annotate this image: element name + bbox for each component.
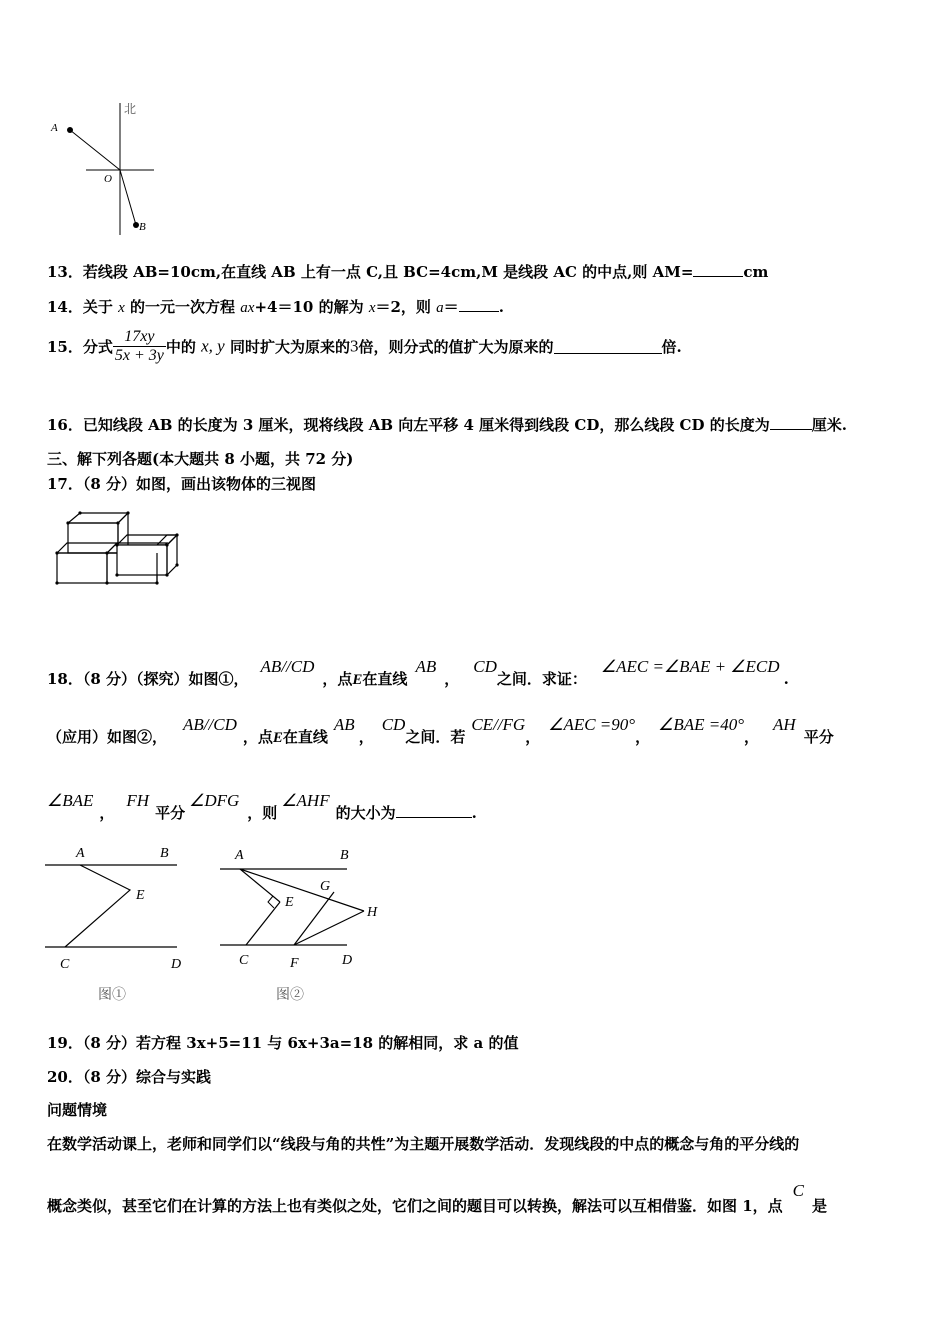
point-label: C [792,1181,805,1200]
question-18-line-2 [47,714,834,746]
section-title: 三、解下列各题(本大题共 8 小题，共 72 分) [47,450,354,468]
point-o-label: O [104,173,112,185]
label-c: C [239,953,249,968]
question-text: ，则 [247,804,278,822]
question-17 [47,473,316,494]
question-16 [47,414,847,435]
question-end: 厘米. [811,416,847,434]
point-label: E [272,730,283,746]
question-text: ， [525,728,541,746]
math-expression: AB//CD [260,657,315,676]
variable-x: x [247,300,255,316]
question-text: 在直线 [282,728,328,746]
unit-text: cm [743,263,769,281]
label-g: G [320,879,331,894]
question-text: （8 分）若方程 3x+5=11 与 6x+3a=18 的解相同，求 a 的值 [82,1034,519,1052]
math-expression: CD [381,715,406,734]
question-text: ， [358,728,374,746]
question-text: 中的 [165,338,196,356]
question-text: ， [99,804,115,822]
caption-1: 图① [98,988,126,1003]
figure-1 [40,840,200,1005]
factor: 3 [349,336,359,356]
math-expression: ∠BAE [47,791,94,810]
q20-heading: 问题情境 [47,1101,108,1119]
question-13 [47,261,768,282]
question-number: 16． [47,416,83,434]
question-number: 17． [47,475,83,493]
question-text: 在直线 [362,670,408,688]
q20-paragraph-2 [47,1180,828,1215]
question-text: 平分 [803,728,834,746]
math-expression: ∠AEC =90° [548,715,636,734]
question-15 [47,328,682,365]
label-e: E [285,895,294,910]
answer-blank [396,803,472,818]
north-label: 北 [124,102,137,116]
question-text: 的解为 [318,298,364,316]
math-expression: ∠AEC =∠BAE + ∠ECD [600,657,780,676]
variables: x, y [201,336,225,356]
fraction-denominator: 5x + 3y [114,347,164,364]
question-text: 若线段 AB=10cm,在直线 AB 上有一点 C,且 BC=4cm,M 是线段 AC 的中点,则 AM= [82,263,694,281]
variable-a: a [436,300,444,316]
question-text: 分式 [82,338,113,356]
question-text: 同时扩大为原来的 [229,338,350,356]
paragraph-text: 是 [812,1197,828,1215]
question-text: （8 分）（探究）如图①， [82,670,249,688]
variable-x: x [368,300,376,316]
math-expression: CE//FG [471,715,526,734]
fraction [113,328,166,365]
paragraph-text: 概念类似，甚至它们在计算的方法上也有类似之处，它们之间的题目可以转换，解法可以互相借鉴．如图 1，点 [47,1197,783,1215]
question-text: ＝2，则 [375,298,431,316]
point-a-label: A [51,122,58,134]
label-f: F [290,956,299,971]
label-b: B [340,848,349,863]
variable-a: a [240,300,248,316]
math-expression: AB [333,715,355,734]
question-text: 已知线段 AB 的长度为 3 厘米，现将线段 AB 向左平移 4 厘米得到线段 CD，那么线段 CD 的长度为 [82,416,770,434]
answer-blank [770,415,812,430]
question-text: . [783,670,789,688]
math-expression: ∠DFG [189,791,240,810]
equation-rest: +4＝10 [254,298,314,316]
question-text: 之间．求证： [496,670,587,688]
answer-blank [554,339,662,354]
question-18-line-3 [47,790,477,822]
label-a: A [235,848,244,863]
question-text: ， [444,670,460,688]
label-a: A [76,846,85,861]
question-number: 18． [47,670,83,688]
figure-2 [212,840,392,1005]
fraction-numerator: 17xy [124,328,155,345]
label-h: H [367,905,378,920]
compass-figure [40,95,170,240]
variable-x: x [118,300,125,316]
question-number: 14． [47,298,83,316]
label-c: C [60,957,70,972]
math-expression: ∠BAE =40° [658,715,745,734]
question-end: . [498,298,504,316]
math-expression: AB//CD [183,715,237,734]
question-text: 平分 [155,804,186,822]
label-d: D [342,953,353,968]
question-number: 13． [47,263,83,281]
question-text: ，点 [242,728,273,746]
question-18-line-1 [47,656,789,688]
label-d: D [171,957,182,972]
question-text: 的大小为 [335,804,396,822]
question-text: 之间．若 [405,728,466,746]
question-text: （8 分）综合与实践 [82,1068,212,1086]
question-text: ， [635,728,651,746]
math-expression: FH [126,791,150,810]
cube-figure [50,505,185,590]
question-number: 19． [47,1034,83,1052]
question-end: 倍. [661,338,682,356]
point-b-label: B [139,221,146,233]
question-20 [47,1066,211,1087]
answer-blank [459,297,499,312]
point-label: E [352,672,363,688]
question-number: 20． [47,1068,83,1086]
question-text: 的一元一次方程 [130,298,236,316]
question-text: ＝ [443,298,459,316]
question-text: （应用）如图②， [47,728,168,746]
question-text: ， [744,728,760,746]
question-14 [47,296,504,317]
question-number: 15． [47,338,83,356]
q20-paragraph-1: 在数学活动课上，老师和同学们以“线段与角的共性”为主题开展数学活动．发现线段的中点的概念与角的平分线的 [47,1135,800,1153]
question-text: . [471,804,477,822]
answer-blank [693,262,743,277]
math-expression: AB [415,657,437,676]
caption-2: 图② [276,988,304,1003]
question-text: （8 分）如图，画出该物体的三视图 [82,475,317,493]
math-expression: ∠AHF [281,791,330,810]
math-expression: AH [773,715,796,734]
question-text: 倍，则分式的值扩大为原来的 [358,338,554,356]
math-expression: CD [473,657,497,676]
question-19 [47,1032,518,1053]
question-text: 关于 [82,298,113,316]
question-text: ，点 [322,670,353,688]
label-b: B [160,846,169,861]
label-e: E [136,888,145,903]
